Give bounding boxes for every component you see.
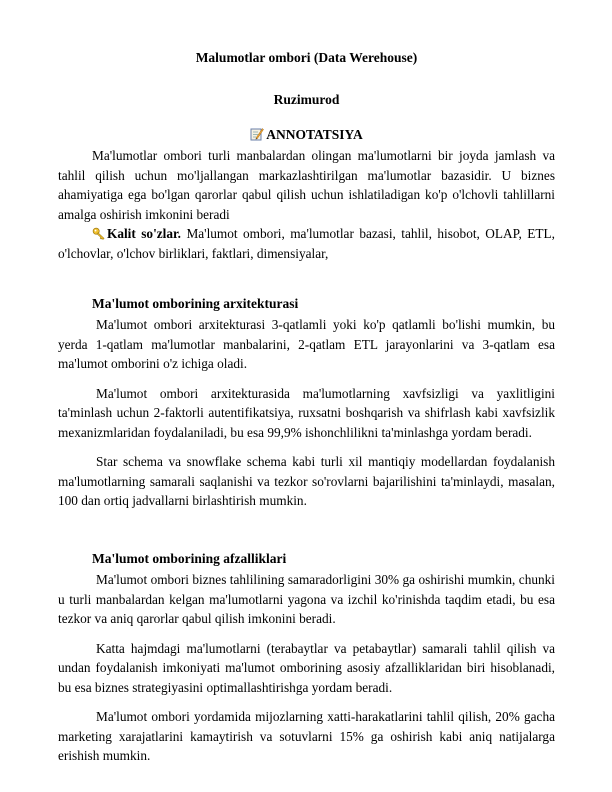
document-title: Malumotlar ombori (Data Werehouse) xyxy=(195,50,418,65)
memo-pencil-icon xyxy=(250,127,264,141)
section-paragraph: Ma'lumot ombori biznes tahlilining samaradorligini 30% ga oshirishi mumkin, chunki u turli manbalardan kelgan ma'lumotlarni yagona va izchil ko'rinishda taqdim etadi, bu esa tezkor va aniq qarorlar qabul qilish imkonini beradi. xyxy=(58,572,555,626)
key-icon xyxy=(92,227,105,240)
section-paragraph: Star schema va snowflake schema kabi turli xil mantiqiy modellardan foydalanish ma'lumotlarning samarali saqlanishi va tezkor so'rovlarni bajarilishini ta'minlaydi, masalan, 100 dan ortiq jadvallarni birlashtirish mumkin. xyxy=(58,454,555,508)
annotation-heading-text: ANNOTATSIYA xyxy=(266,127,363,142)
keywords-paragraph xyxy=(58,224,555,263)
section-heading-advantages: Ma'lumot omborining afzalliklari xyxy=(92,551,287,566)
annotation-paragraph: Ma'lumotlar ombori turli manbalardan olingan ma'lumotlarni bir joyda jamlash va tahlil qilish uchun mo'ljallangan markazlashtirilgan ma'lumotlar bazasidir. U biznes ahamiyatiga ega bo'lgan qarorlar qabul qilish uchun ishlatiladigan ko'p o'lchovli tahlillarni amalga oshirish imkonini beradi xyxy=(58,148,555,222)
annotation-heading xyxy=(58,127,555,143)
keywords-label: Kalit so'zlar. xyxy=(107,226,182,241)
section-architecture xyxy=(58,315,555,521)
section-paragraph: Ma'lumot ombori yordamida mijozlarning xatti-harakatlarini tahlil qilish, 20% gacha marketing xarajatlarini kamaytirish va sotuvlarni 15% ga oshirish kabi aniq natijalarga erishish mumkin. xyxy=(58,709,555,763)
author-name: Ruzimurod xyxy=(273,92,340,107)
keywords-list: Ma'lumot ombori, ma'lumotlar bazasi, tahlil, hisobot, OLAP, ETL, o'lchovlar, o'lchov birliklari, faktlari, dimensiyalar, xyxy=(58,226,555,261)
section-heading-architecture: Ma'lumot omborining arxitekturasi xyxy=(92,296,299,311)
section-paragraph: Katta hajmdagi ma'lumotlarni (terabaytlar va petabaytlar) samarali tahlil qilish va undan foydalanish imkoniyati ma'lumot omborining asosiy afzalliklaridan biri hisoblanadi, bu esa biznes strategiyasini optimallashtirishga yordam beradi. xyxy=(58,640,555,695)
section-paragraph: Ma'lumot ombori arxitekturasi 3-qatlamli yoki ko'p qatlamli bo'lishi mumkin, bu yerda 1-qatlam ma'lumotlar manbalarini, 2-qatlam ETL jarayonlarini va 3-qatlam esa ma'lumot omborini o'z ichiga oladi. xyxy=(58,317,555,371)
section-paragraph: Ma'lumot ombori arxitekturasida ma'lumotlarning xavfsizligi va yaxlitligini ta'minlash uchun 2-faktorli autentifikatsiya, ruxsatni boshqarish va shifrlash kabi xavfsizlik mexanizmlaridan foydalaniladi, bu esa 99,9% ishonchlilikni ta'minlashga yordam beradi. xyxy=(58,385,555,440)
annotation-block xyxy=(58,146,555,263)
section-advantages xyxy=(58,570,555,776)
